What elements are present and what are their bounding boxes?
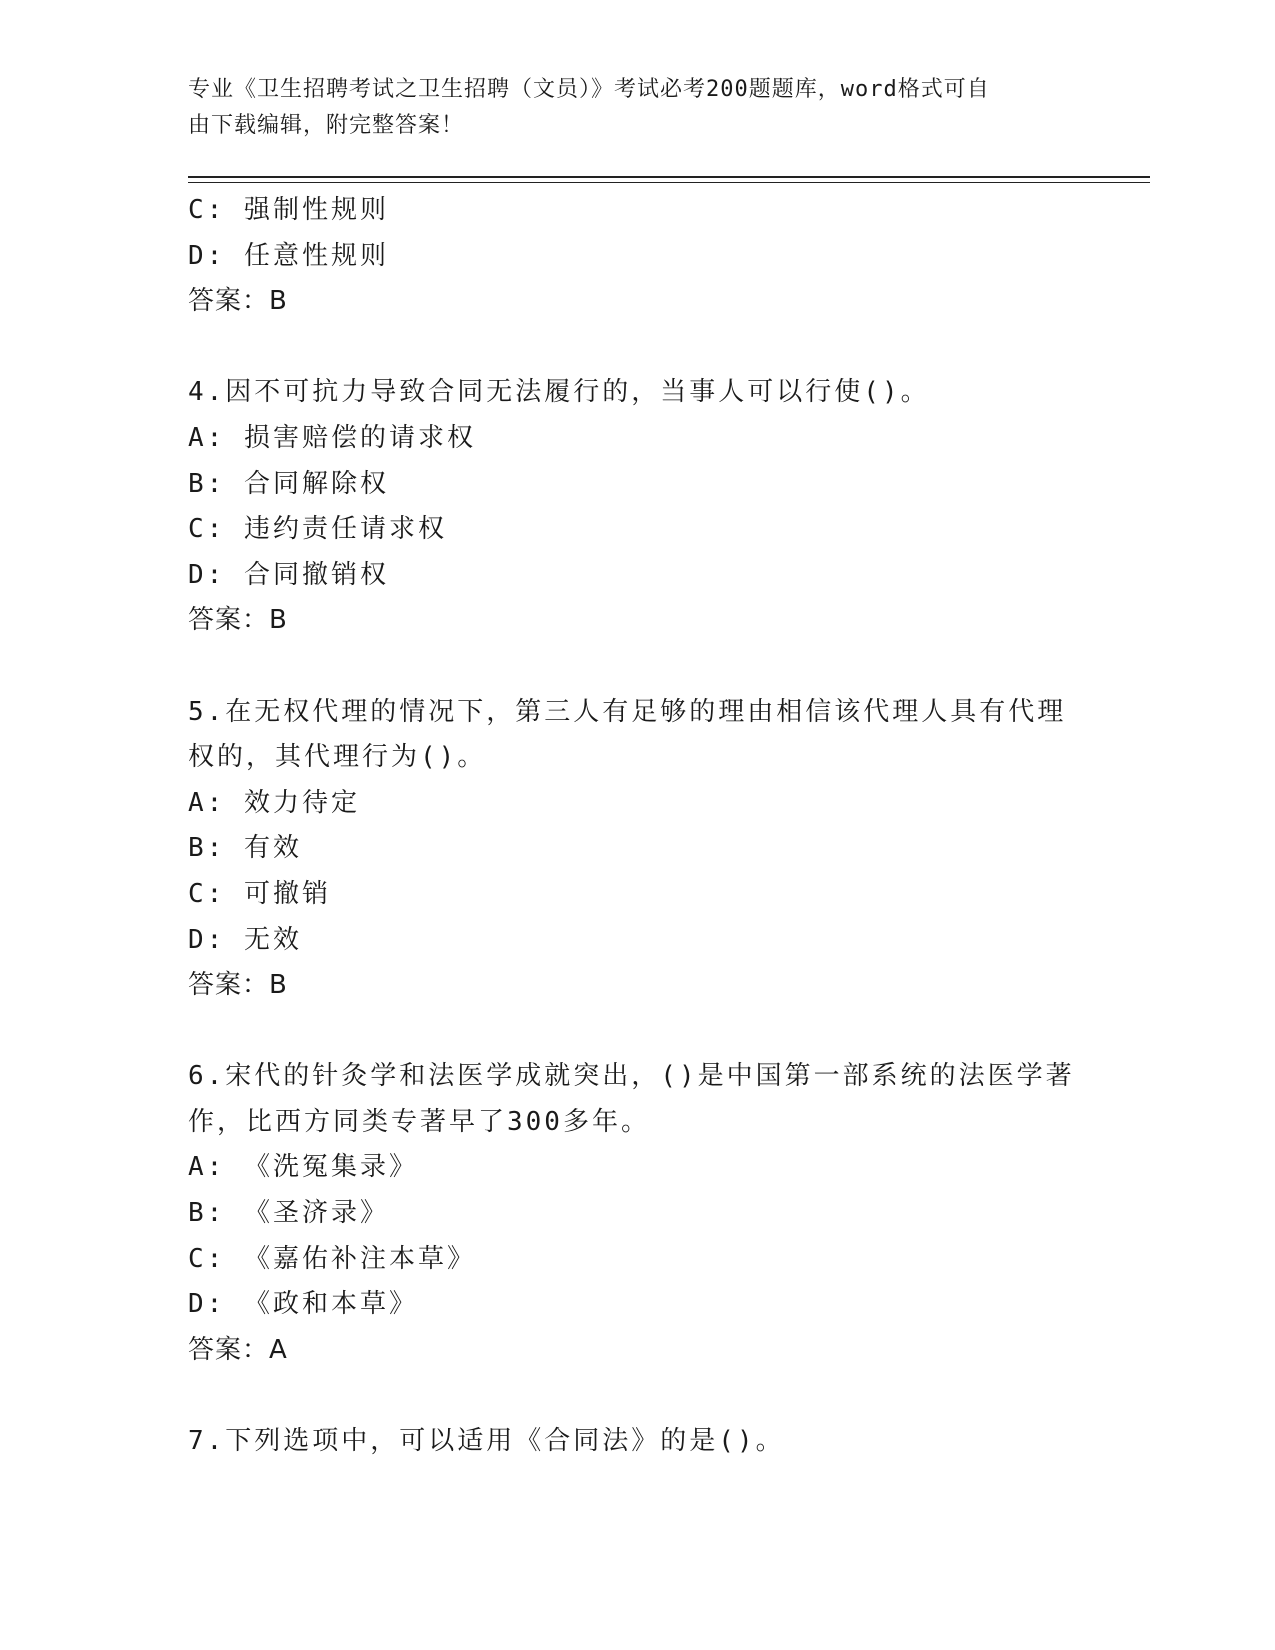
q5-answer: 答案：B — [188, 970, 288, 1001]
q4-option-d: D: 合同撤销权 — [188, 559, 389, 590]
q5-stem-line-2: 权的，其代理行为()。 — [188, 742, 487, 773]
q7-stem: 7.下列选项中，可以适用《合同法》的是()。 — [188, 1426, 785, 1457]
q5-option-b: B: 有效 — [188, 833, 302, 864]
spacer — [188, 1009, 1088, 1055]
spacer — [188, 325, 1088, 371]
q4-stem: 4.因不可抗力导致合同无法履行的，当事人可以行使()。 — [188, 377, 930, 408]
q4-option-a: A: 损害赔偿的请求权 — [188, 422, 476, 453]
q6-option-a: A: 《洗冤集录》 — [188, 1152, 418, 1183]
q6-stem-line-2: 作，比西方同类专著早了300多年。 — [188, 1106, 650, 1137]
q5-stem-line-1: 5.在无权代理的情况下，第三人有足够的理由相信该代理人具有代理 — [188, 696, 1067, 727]
q3-option-c: C: 强制性规则 — [188, 195, 389, 225]
header-line-1: 专业《卫生招聘考试之卫生招聘（文员）》考试必考200题题库，word格式可自 — [188, 77, 990, 102]
q6-option-c: C: 《嘉佑补注本草》 — [188, 1243, 476, 1274]
q4-option-b: B: 合同解除权 — [188, 468, 389, 499]
q5-option-d: D: 无效 — [188, 924, 302, 955]
header-line-2: 由下载编辑，附完整答案！ — [188, 113, 465, 138]
q3-answer: 答案：B — [188, 286, 288, 317]
spacer — [188, 1373, 1088, 1419]
spacer — [188, 644, 1088, 690]
q6-option-d: D: 《政和本草》 — [188, 1289, 418, 1320]
question-list — [188, 188, 1088, 1465]
document-header — [188, 72, 1068, 144]
q4-option-c: C: 违约责任请求权 — [188, 514, 447, 545]
header-divider-thin — [188, 182, 1150, 183]
q4-answer: 答案：B — [188, 605, 288, 636]
q6-answer: 答案：A — [188, 1334, 288, 1365]
header-divider-thick — [188, 176, 1150, 178]
q5-option-a: A: 效力待定 — [188, 787, 360, 818]
q5-option-c: C: 可撤销 — [188, 878, 331, 909]
q6-stem-line-1: 6.宋代的针灸学和法医学成就突出，()是中国第一部系统的法医学著 — [188, 1061, 1075, 1092]
q3-option-d: D: 任意性规则 — [188, 240, 389, 271]
q6-option-b: B: 《圣济录》 — [188, 1198, 389, 1229]
